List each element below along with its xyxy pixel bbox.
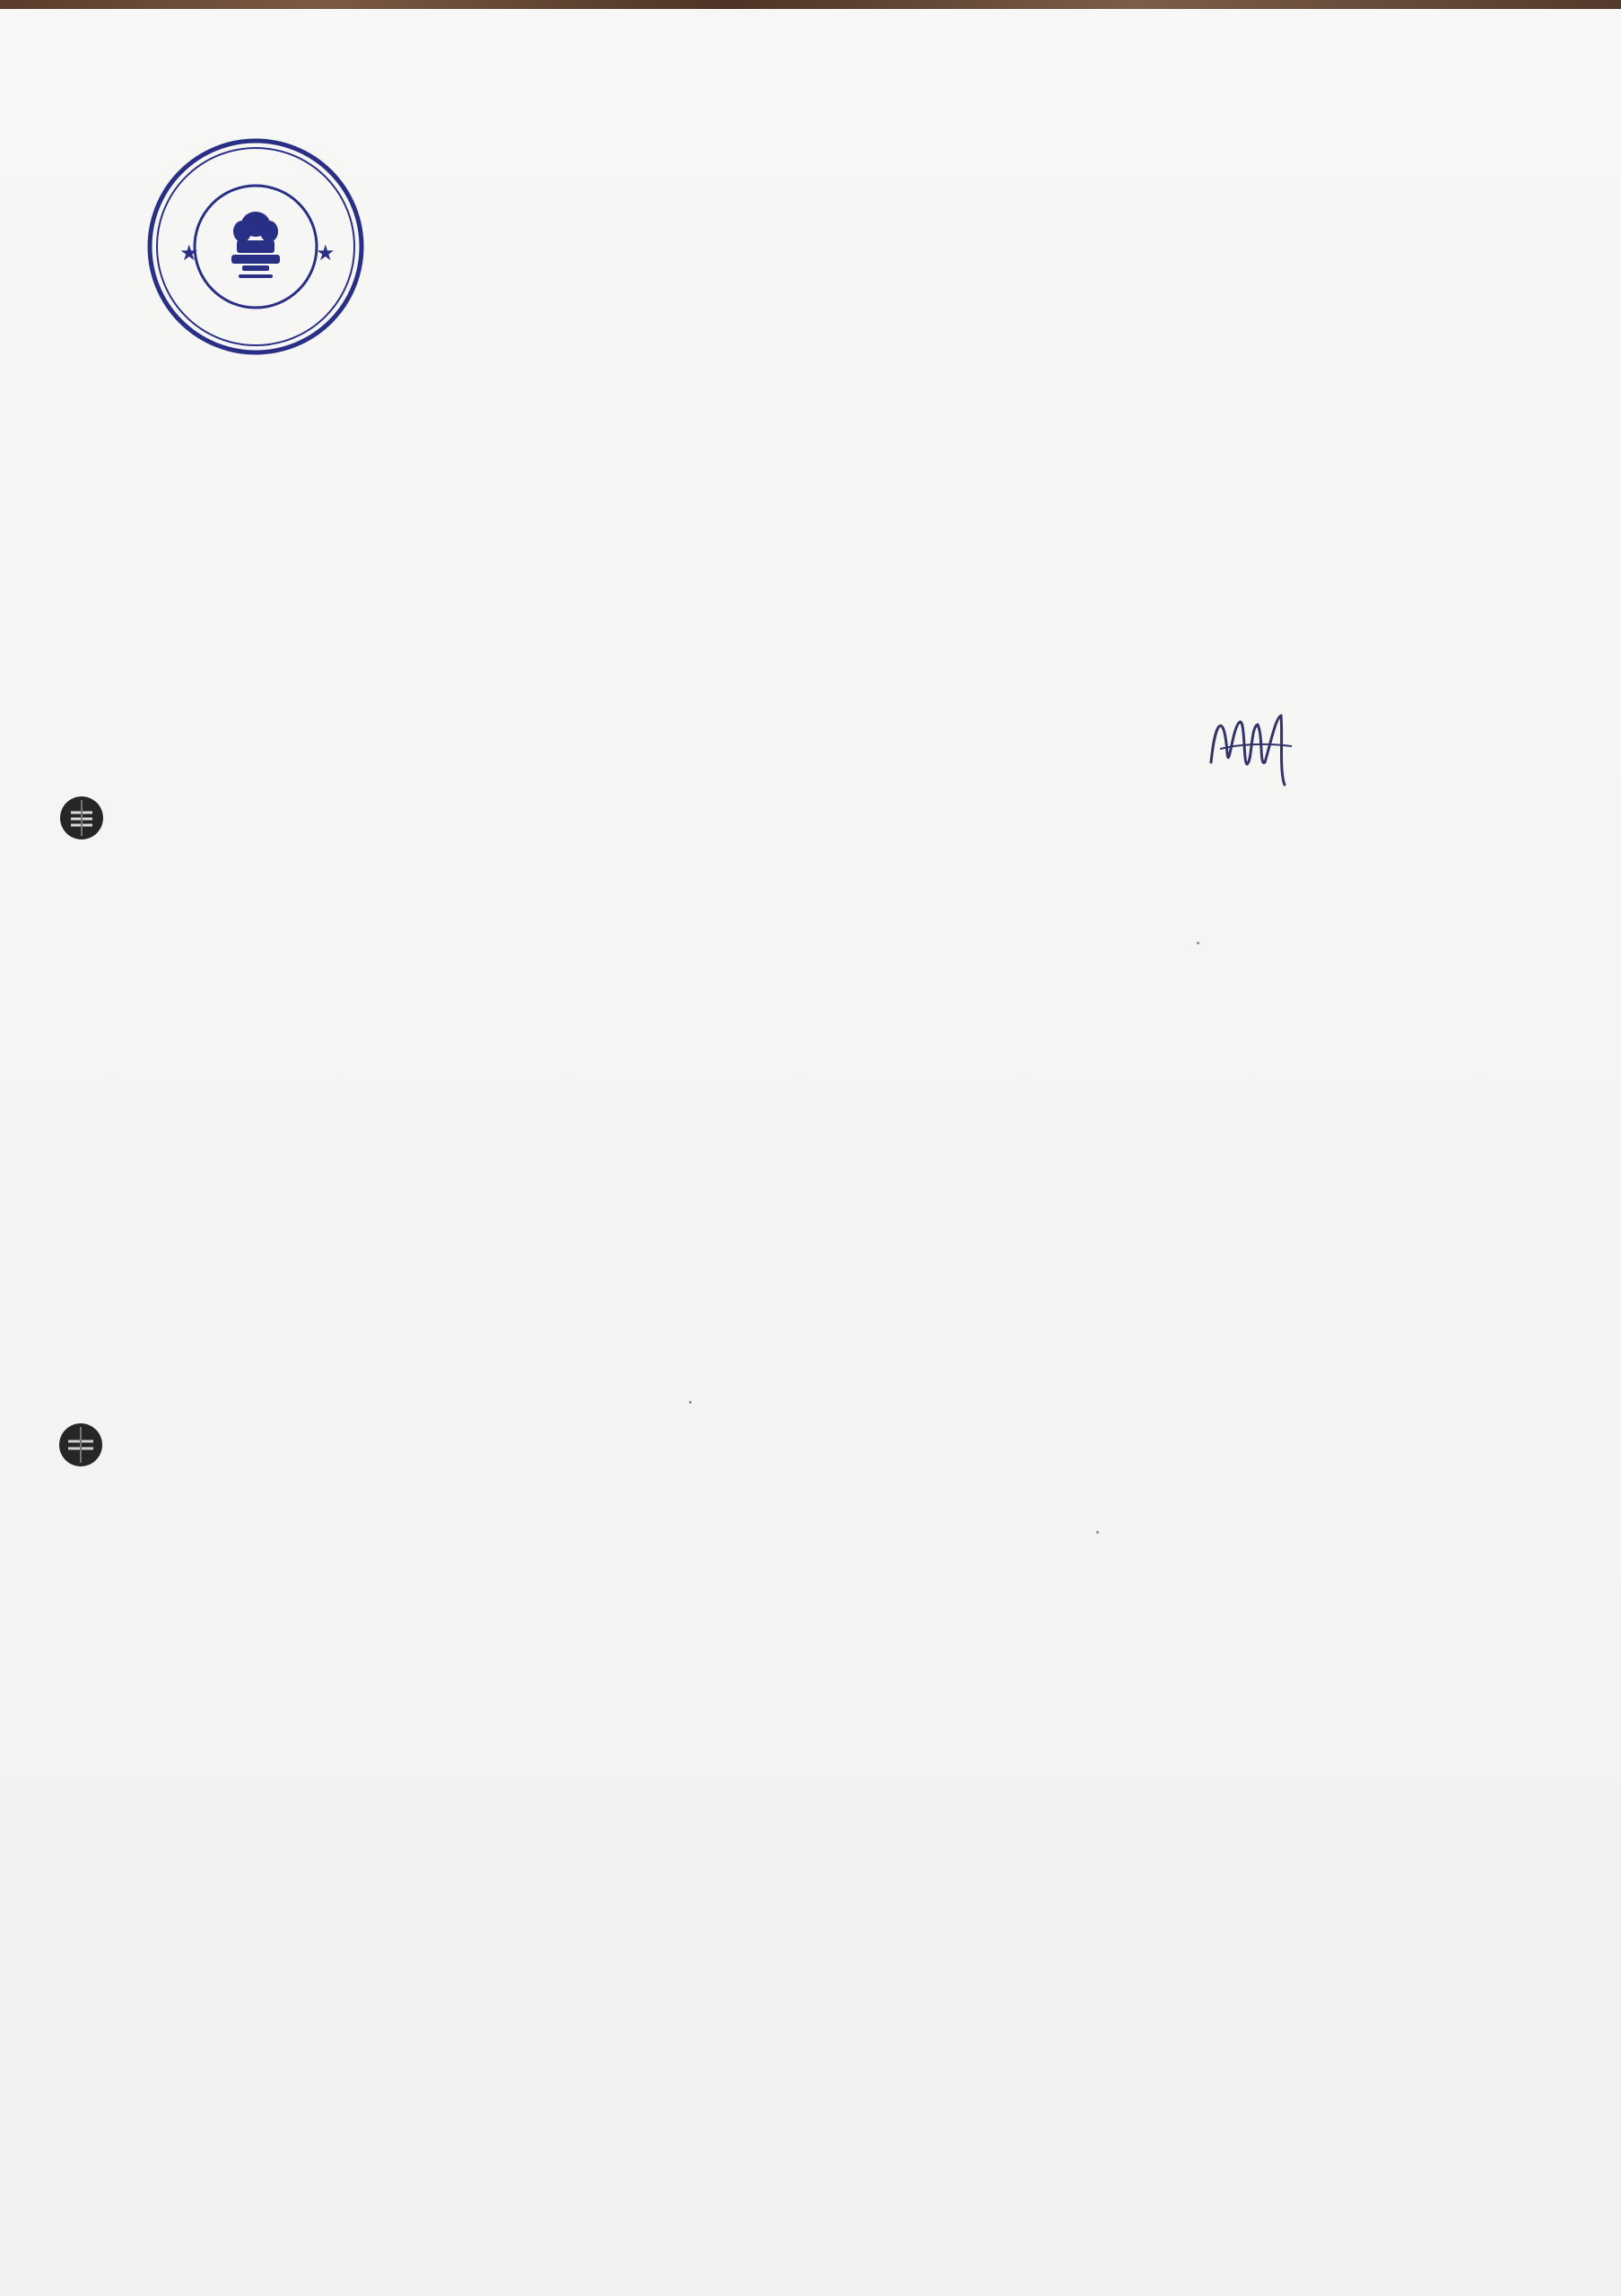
- paper-speck: [1096, 1531, 1099, 1534]
- paper-speck: [1197, 942, 1199, 944]
- svg-text:★: ★: [179, 240, 199, 265]
- punch-hole-icon: [58, 795, 105, 841]
- paper-edge-shadow: [0, 0, 1621, 9]
- national-emblem-icon: [231, 212, 280, 278]
- svg-text:★: ★: [316, 240, 336, 265]
- punch-hole-icon: [57, 1422, 104, 1468]
- police-station-seal: [144, 135, 368, 359]
- handwritten-signature: [1193, 700, 1319, 798]
- paper-speck: [689, 1401, 692, 1404]
